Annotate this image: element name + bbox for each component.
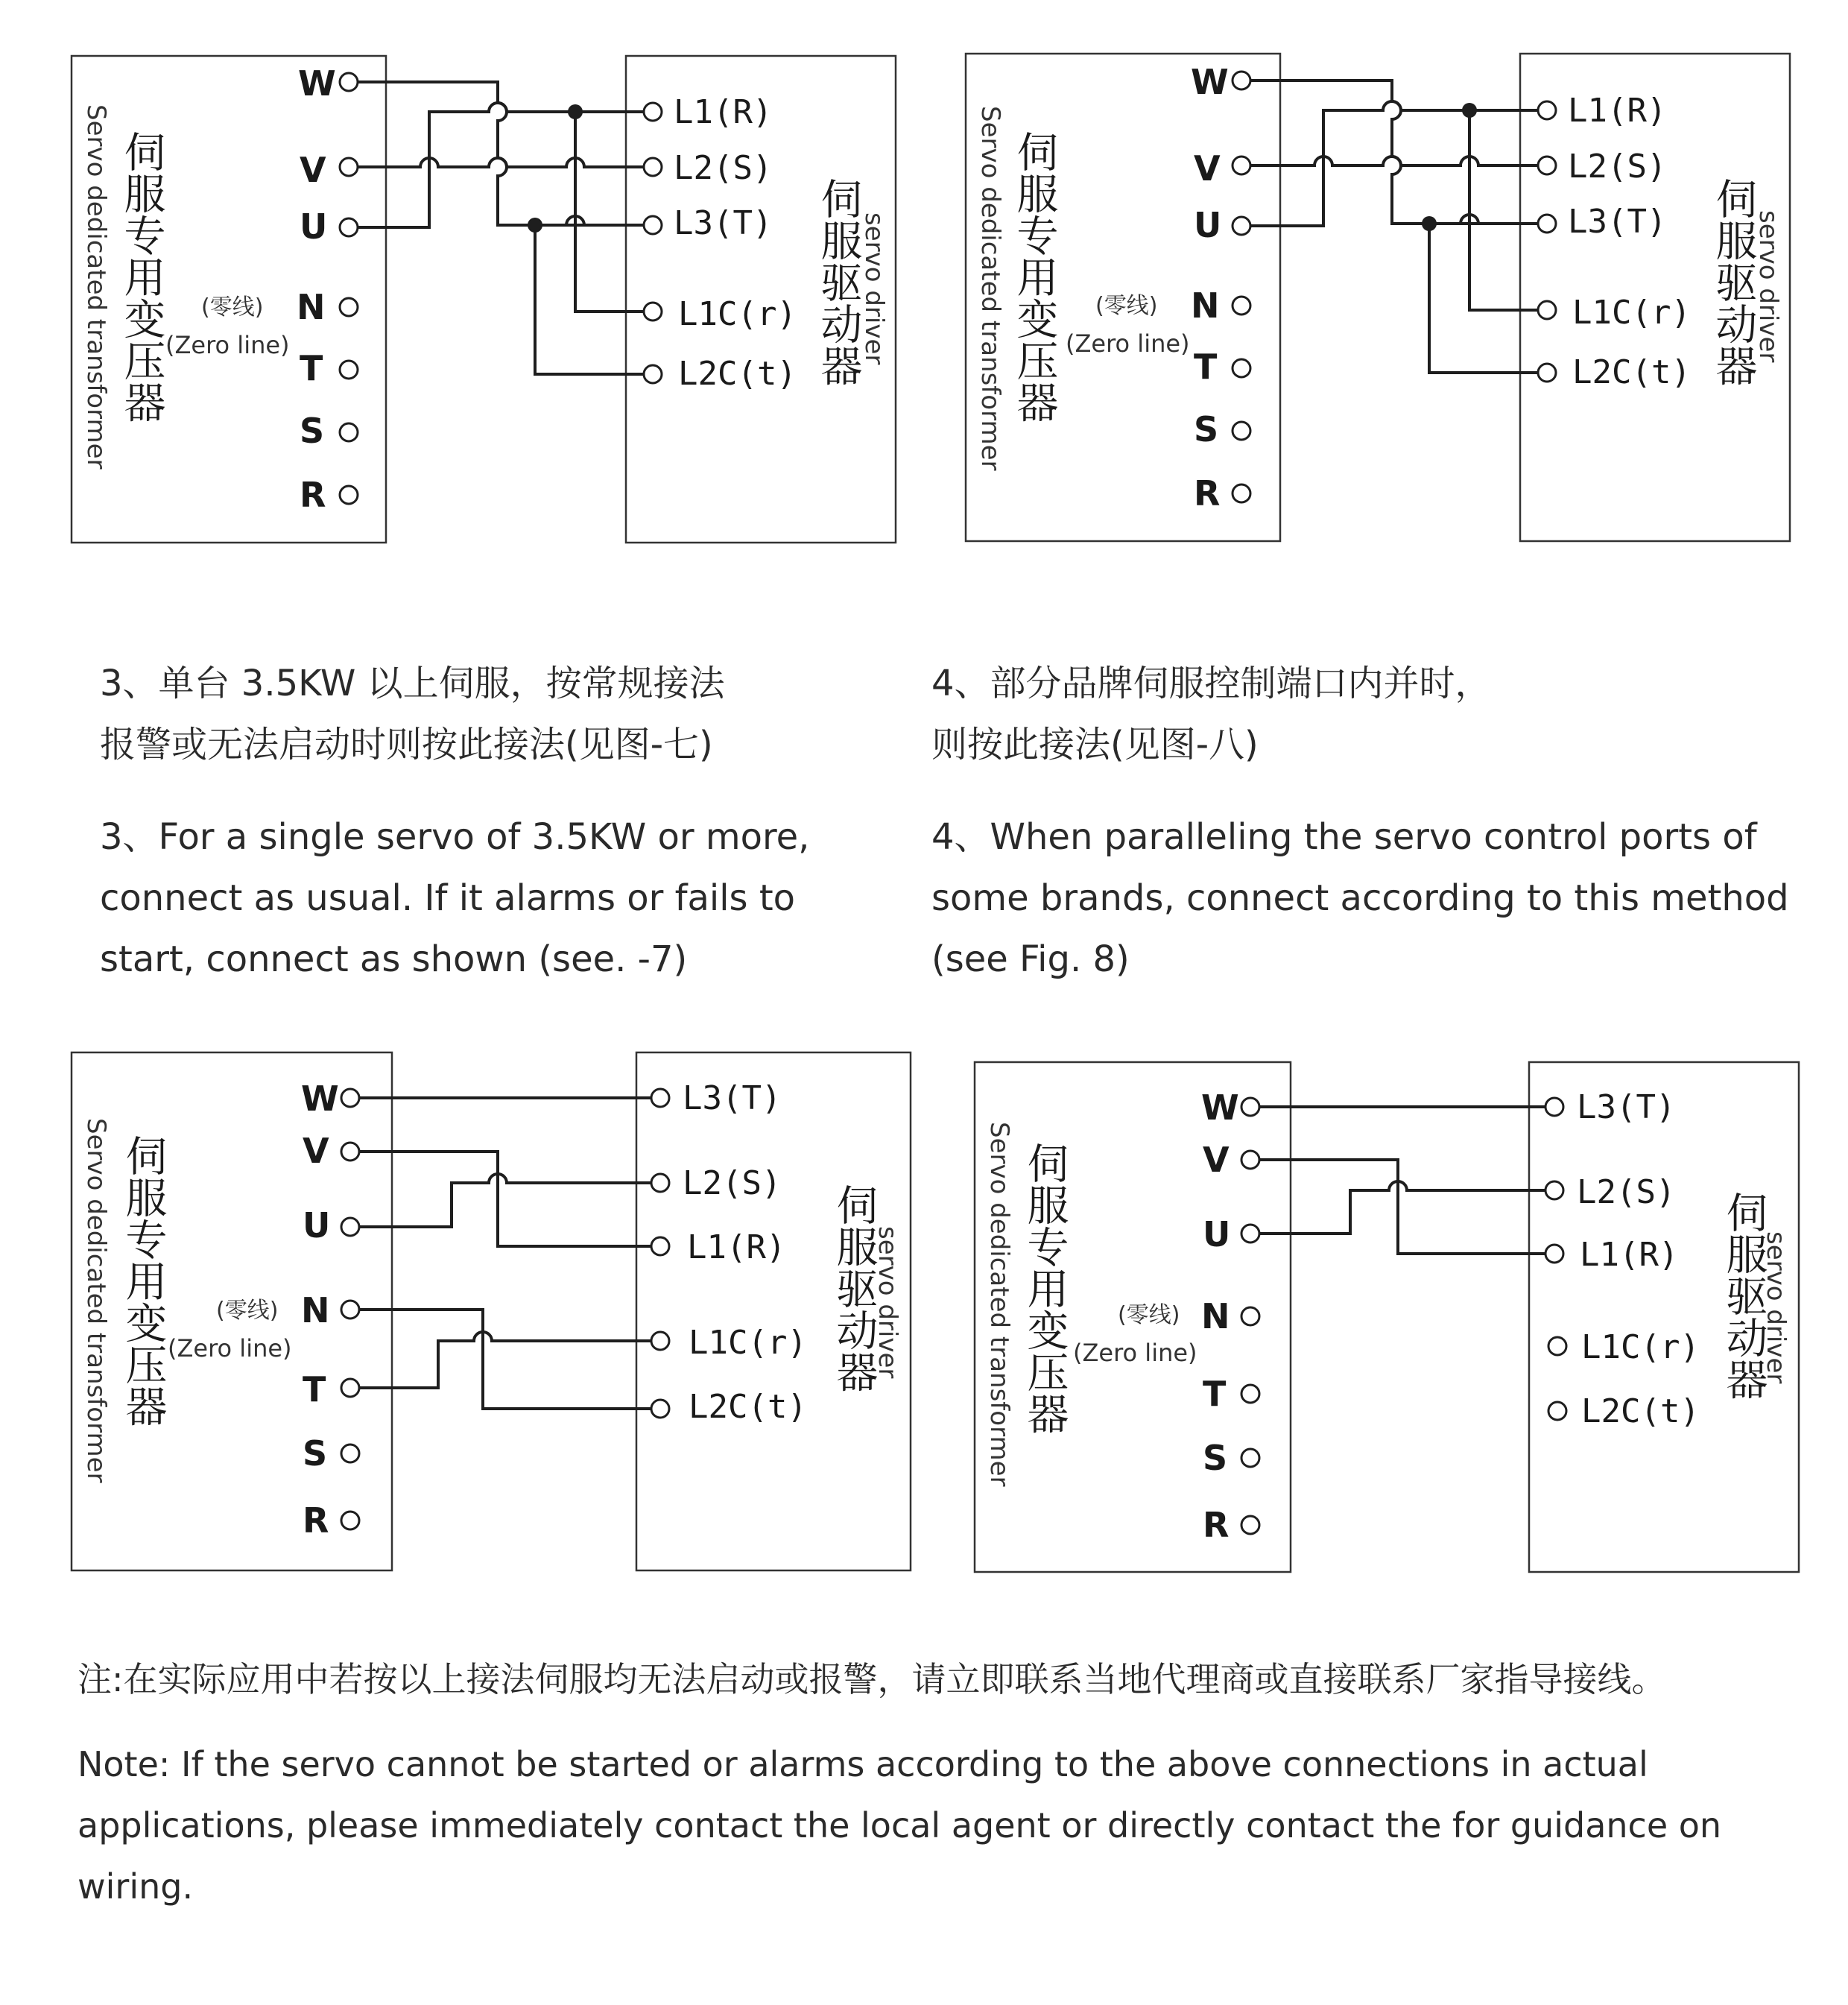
terminal-l2c[interactable] (644, 365, 662, 383)
wire-u-to-l2 (350, 1174, 660, 1227)
terminal-label-s: S (303, 1433, 328, 1474)
terminal-r[interactable] (1241, 1516, 1259, 1534)
transformer-en-label: Servo dedicated transformer (984, 1122, 1014, 1487)
transformer-cn-label: 伺服专用变压器 (118, 1134, 168, 1427)
terminal-l3[interactable] (1545, 1098, 1563, 1116)
terminal-v[interactable] (341, 1143, 359, 1161)
zero-line-en: (Zero line) (165, 331, 290, 359)
item4-cn-line2: 则按此接法(见图-八) (931, 724, 1259, 765)
terminal-n[interactable] (340, 298, 358, 316)
driver-en-label: servo driver (1761, 1231, 1791, 1384)
terminal-label-r: R (1194, 473, 1221, 514)
driver-en-label: servo driver (1753, 210, 1783, 363)
terminal-l1c[interactable] (651, 1332, 669, 1350)
terminal-n[interactable] (341, 1301, 359, 1319)
terminal-label-u: U (1194, 205, 1222, 245)
terminal-label-u: U (303, 1205, 331, 1245)
terminal-label-l2c: L2C(t) (1572, 353, 1691, 391)
terminal-n[interactable] (1232, 297, 1250, 315)
terminal-label-n: N (297, 287, 326, 327)
zero-line-cn: (零线) (1118, 1302, 1180, 1328)
zero-line-en: (Zero line) (1066, 329, 1190, 358)
transformer-cn-label: 伺服专用变压器 (1010, 130, 1059, 423)
diagram-bottom-left (72, 1052, 911, 1570)
terminal-label-l2c: L2C(t) (678, 355, 797, 393)
wire-l1-to-l1c (1469, 110, 1547, 310)
diagram-bottom-right (975, 1062, 1799, 1572)
note-en-line2: applications, please immediately contact the local agent or directly contact the for guidance on (77, 1805, 1722, 1845)
wire-u-to-l2 (1250, 1181, 1554, 1234)
terminal-n[interactable] (1241, 1307, 1259, 1325)
item4-en-line1: 4、When paralleling the servo control ports of (931, 816, 1757, 858)
wire-t-to-l1c (350, 1332, 660, 1388)
note-cn-line: 注:在实际应用中若按以上接法伺服均无法启动或报警，请立即联系当地代理商或直接联系厂家指导接线。 (77, 1659, 1666, 1699)
item4-cn-line1: 4、部分品牌伺服控制端口内并时， (931, 663, 1491, 704)
terminal-t[interactable] (340, 361, 358, 379)
note-cn (77, 1649, 1844, 1710)
terminal-r[interactable] (341, 1512, 359, 1529)
diagram-top-right (966, 54, 1790, 541)
terminal-label-t: T (300, 348, 323, 388)
terminal-r[interactable] (340, 486, 358, 504)
driver-cn-label: 伺服驱动器 (814, 177, 863, 386)
terminal-label-w: W (301, 1079, 339, 1119)
transformer-en-label: Servo dedicated transformer (81, 104, 111, 470)
terminal-v[interactable] (1232, 157, 1250, 174)
transformer-en-label: Servo dedicated transformer (81, 1118, 111, 1483)
terminal-label-l2c: L2C(t) (1581, 1392, 1700, 1430)
item3-cn (100, 653, 890, 775)
item3-en-line2: connect as usual. If it alarms or fails to (100, 877, 795, 919)
junction-l3 (528, 218, 542, 233)
terminal-label-r: R (303, 1500, 329, 1541)
item4-en-line3: (see Fig. 8) (931, 938, 1130, 980)
item3-cn-line2: 报警或无法启动时则按此接法(见图-七) (100, 724, 713, 765)
terminal-t[interactable] (341, 1379, 359, 1397)
terminal-l1[interactable] (644, 103, 662, 121)
terminal-label-w: W (1191, 62, 1229, 102)
terminal-label-l2: L2(S) (683, 1164, 782, 1202)
terminal-label-l2: L2(S) (1568, 148, 1667, 186)
terminal-w[interactable] (1241, 1098, 1259, 1116)
terminal-l1[interactable] (651, 1237, 669, 1255)
zero-line-cn: (零线) (1095, 293, 1158, 319)
terminal-label-v: V (300, 150, 326, 190)
terminal-label-l1c: L1C(r) (689, 1324, 807, 1362)
wire-v-to-l1 (350, 1152, 660, 1246)
terminal-l3[interactable] (644, 216, 662, 234)
terminal-label-l1c: L1C(r) (1572, 294, 1691, 332)
terminal-label-s: S (1194, 409, 1219, 449)
terminal-label-w: W (1201, 1087, 1239, 1128)
terminal-s[interactable] (341, 1444, 359, 1462)
terminal-v[interactable] (1241, 1151, 1259, 1169)
terminal-t[interactable] (1241, 1385, 1259, 1403)
terminal-l1[interactable] (1538, 101, 1556, 119)
junction-l1 (1462, 103, 1477, 118)
terminal-label-r: R (300, 475, 326, 515)
zero-line-en: (Zero line) (168, 1334, 292, 1363)
diagram-top-left (72, 56, 896, 543)
junction-l1 (568, 104, 583, 119)
terminal-label-l1c: L1C(r) (1581, 1328, 1700, 1366)
note-en-line1: Note: If the servo cannot be started or alarms according to the above connections in actual (77, 1744, 1648, 1784)
item3-en (100, 806, 905, 990)
terminal-label-t: T (303, 1369, 326, 1409)
transformer-cn-label: 伺服专用变压器 (1020, 1142, 1069, 1434)
terminal-label-v: V (1203, 1140, 1230, 1180)
terminal-label-s: S (300, 411, 325, 451)
terminal-l2[interactable] (1545, 1181, 1563, 1199)
wire-l1-to-l1c (575, 112, 653, 312)
zero-line-cn: (零线) (216, 1298, 279, 1324)
terminal-u[interactable] (340, 218, 358, 236)
terminal-label-s: S (1203, 1438, 1228, 1478)
terminal-label-l1: L1(R) (1568, 92, 1667, 130)
terminal-l2[interactable] (651, 1174, 669, 1192)
terminal-s[interactable] (340, 423, 358, 441)
terminal-l1c[interactable] (1548, 1337, 1566, 1355)
terminal-u[interactable] (341, 1218, 359, 1236)
driver-en-label: servo driver (873, 1226, 902, 1379)
wire-v-to-l2 (349, 158, 653, 167)
terminal-label-n: N (1201, 1296, 1230, 1336)
terminal-label-u: U (300, 206, 328, 247)
item3-en-line3: start, connect as shown (see. -7) (100, 938, 688, 980)
terminal-l2[interactable] (644, 158, 662, 176)
terminal-l3[interactable] (1538, 215, 1556, 233)
terminal-l3[interactable] (651, 1089, 669, 1107)
terminal-label-v: V (303, 1131, 329, 1171)
terminal-label-l1: L1(R) (687, 1228, 786, 1266)
terminal-r[interactable] (1232, 484, 1250, 502)
transformer-en-label: Servo dedicated transformer (975, 106, 1005, 471)
terminal-label-v: V (1194, 148, 1221, 189)
item3-en-line1: 3、For a single servo of 3.5KW or more, (100, 816, 810, 858)
driver-cn-label: 伺服驱动器 (1719, 1191, 1768, 1400)
wire-n-to-l2c (350, 1310, 660, 1409)
item4-en (931, 806, 1841, 990)
terminal-label-l3: L3(T) (1577, 1088, 1676, 1126)
terminal-label-n: N (301, 1290, 330, 1330)
terminal-label-l1c: L1C(r) (678, 295, 797, 333)
wire-v-to-l1 (1250, 1160, 1554, 1254)
terminal-w[interactable] (1232, 72, 1250, 89)
terminal-label-w: W (298, 63, 336, 104)
terminal-l1c[interactable] (1538, 301, 1556, 319)
terminal-l2c[interactable] (1548, 1402, 1566, 1420)
terminal-label-l3: L3(T) (1568, 203, 1667, 241)
terminal-label-l3: L3(T) (683, 1079, 782, 1117)
terminal-label-u: U (1203, 1214, 1231, 1254)
driver-en-label: servo driver (859, 212, 889, 365)
terminal-label-t: T (1194, 347, 1218, 387)
terminal-label-l3: L3(T) (674, 204, 773, 242)
terminal-l1[interactable] (1545, 1245, 1563, 1263)
terminal-l1c[interactable] (644, 303, 662, 321)
terminal-w[interactable] (341, 1089, 359, 1107)
transformer-cn-label: 伺服专用变压器 (117, 130, 166, 423)
terminal-s[interactable] (1241, 1449, 1259, 1467)
terminal-label-l2: L2(S) (674, 149, 773, 187)
wire-l3-to-l2c (1429, 224, 1547, 373)
zero-line-cn: (零线) (201, 294, 264, 321)
terminal-label-r: R (1203, 1505, 1230, 1545)
terminal-l2[interactable] (1538, 157, 1556, 174)
wire-l3-to-l2c (535, 225, 653, 374)
terminal-u[interactable] (1241, 1225, 1259, 1243)
item3-cn-line1: 3、单台 3.5KW 以上伺服，按常规接法 (100, 663, 725, 704)
item4-en-line2: some brands, connect according to this method (931, 877, 1789, 919)
terminal-label-l2: L2(S) (1577, 1173, 1676, 1211)
driver-cn-label: 伺服驱动器 (829, 1184, 879, 1392)
zero-line-en: (Zero line) (1073, 1339, 1197, 1367)
junction-l3 (1422, 216, 1437, 231)
note-en (77, 1734, 1836, 1917)
terminal-u[interactable] (1232, 217, 1250, 235)
terminal-w[interactable] (340, 73, 358, 91)
terminal-t[interactable] (1232, 359, 1250, 377)
terminal-v[interactable] (340, 158, 358, 176)
driver-cn-label: 伺服驱动器 (1709, 177, 1758, 386)
note-en-line3: wiring. (77, 1866, 194, 1907)
terminal-label-l1: L1(R) (674, 93, 773, 131)
terminal-label-t: T (1203, 1374, 1227, 1414)
terminal-label-n: N (1191, 285, 1220, 326)
terminal-label-l1: L1(R) (1580, 1236, 1679, 1274)
terminal-s[interactable] (1232, 422, 1250, 440)
terminal-label-l2c: L2C(t) (689, 1388, 807, 1426)
wire-v-to-l2 (1241, 157, 1547, 165)
item4-cn (931, 653, 1811, 775)
terminal-l2c[interactable] (1538, 364, 1556, 382)
terminal-l2c[interactable] (651, 1400, 669, 1418)
